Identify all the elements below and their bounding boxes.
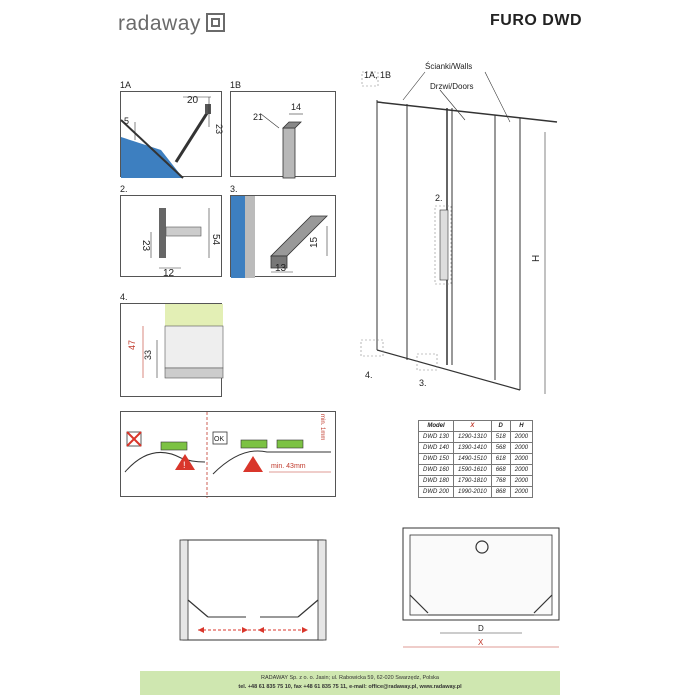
brand-logo-icon <box>206 13 225 32</box>
col-d: D <box>491 421 510 432</box>
cell-model: DWD 140 <box>419 443 454 454</box>
dim-1b-top: 14 <box>291 102 302 112</box>
cell-h: 2000 <box>510 465 532 476</box>
panel-3 <box>230 195 336 277</box>
cell-x: 1490-1510 <box>454 454 492 465</box>
panel-1b <box>230 91 336 177</box>
cell-d: 618 <box>491 454 510 465</box>
panel-3-label: 3. <box>230 184 238 194</box>
cell-model: DWD 160 <box>419 465 454 476</box>
panel-1a <box>120 91 222 177</box>
wall-profile-top-drawing <box>231 92 337 178</box>
front-view-drawing <box>355 60 575 400</box>
plan-view-dimensions <box>400 525 562 655</box>
cell-h: 2000 <box>510 443 532 454</box>
wall-profile-side-drawing <box>121 304 223 398</box>
cell-x: 1390-1410 <box>454 443 492 454</box>
cell-x: 1790-1810 <box>454 476 492 487</box>
ok-label: OK <box>214 436 225 443</box>
panel-4-label: 4. <box>120 292 128 302</box>
cell-h: 2000 <box>510 432 532 443</box>
table-row <box>419 476 533 487</box>
dim-2-inner: 23 <box>140 240 151 252</box>
ref-4: 4. <box>365 370 373 380</box>
table-row <box>419 487 533 498</box>
company-footer <box>140 671 560 695</box>
col-model: Model <box>419 421 454 432</box>
bottom-guide-drawing <box>231 196 337 278</box>
cell-d: 568 <box>491 443 510 454</box>
dim-2-width: 12 <box>163 268 175 279</box>
cell-d: 768 <box>491 476 510 487</box>
panel-2 <box>120 195 222 277</box>
footer-address: RADAWAY Sp. z o. o. Jasin; ul. Rabowicka 59, 62-020 Swarzędz, Polska <box>261 675 439 681</box>
level-check-panel <box>120 411 336 497</box>
table-row <box>419 443 533 454</box>
cell-model: DWD 200 <box>419 487 454 498</box>
cell-model: DWD 180 <box>419 476 454 487</box>
cell-d: 668 <box>491 465 510 476</box>
table-row <box>419 432 533 443</box>
panel-2-label: 2. <box>120 184 128 194</box>
min-gap-label: min. 1mm <box>319 414 325 441</box>
cell-h: 2000 <box>510 454 532 465</box>
door-handle-drawing <box>121 196 223 278</box>
plan-x-label: X <box>478 638 484 647</box>
cell-d: 518 <box>491 432 510 443</box>
dim-1a-left: 5 <box>124 116 130 126</box>
cell-model: DWD 130 <box>419 432 454 443</box>
level-check-drawing <box>121 412 337 498</box>
cell-x: 1290-1310 <box>454 432 492 443</box>
plan-d-label: D <box>478 624 484 633</box>
cell-x: 1990-2010 <box>454 487 492 498</box>
ref-1a-1b: 1A, 1B <box>364 70 392 80</box>
col-x: X <box>454 421 492 432</box>
model-title: FURO DWD <box>490 12 582 29</box>
dim-1b-left: 21 <box>253 112 264 122</box>
dim-1a-right: 23 <box>214 124 224 135</box>
spec-table-header <box>419 421 533 432</box>
panel-4 <box>120 303 222 397</box>
panel-1b-label: 1B <box>230 80 242 90</box>
dim-4-inner: 33 <box>143 349 153 360</box>
table-row <box>419 465 533 476</box>
ref-3: 3. <box>419 378 427 388</box>
dim-1a-top: 20 <box>187 95 199 106</box>
panel-1a-label: 1A <box>120 80 132 90</box>
brand-logo-text: radaway <box>118 12 201 35</box>
cell-h: 2000 <box>510 487 532 498</box>
cell-h: 2000 <box>510 476 532 487</box>
walls-label: Ścianki/Walls <box>425 62 473 71</box>
ref-2: 2. <box>435 193 443 203</box>
table-row <box>419 454 533 465</box>
dim-2-height: 54 <box>210 234 221 246</box>
doors-label: Drzwi/Doors <box>430 82 474 91</box>
svg-text:!: ! <box>183 460 186 470</box>
height-label: H <box>531 254 542 262</box>
cell-model: DWD 150 <box>419 454 454 465</box>
col-h: H <box>510 421 532 432</box>
model-spec-table <box>418 420 533 498</box>
cell-d: 868 <box>491 487 510 498</box>
dim-3-width: 13 <box>275 263 287 274</box>
plan-view-installation <box>178 535 328 645</box>
dim-4-outer: 47 <box>127 339 137 350</box>
footer-contact: tel. +48 61 835 75 10, fax +48 61 835 75 11, e-mail: office@radaway.pl, www.radaway.pl <box>238 684 462 690</box>
min-offset-label: min. 43mm <box>271 463 306 470</box>
wall-bracket-drawing <box>121 92 223 178</box>
cell-x: 1590-1610 <box>454 465 492 476</box>
dim-3-height: 15 <box>309 236 320 248</box>
